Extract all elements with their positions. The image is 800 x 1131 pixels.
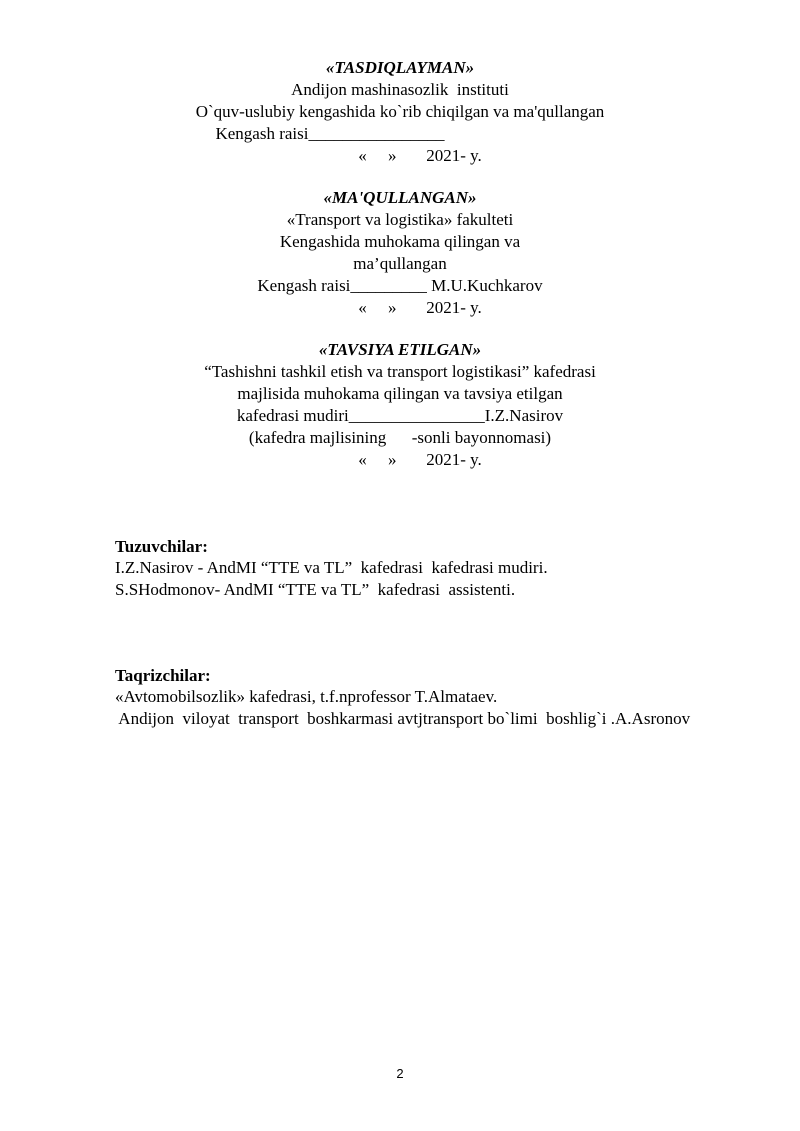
- tavsiya-protocol: (kafedra majlisining -sonli bayonnomasi): [248, 428, 552, 447]
- tavsiya-heading: «TAVSIYA ETILGAN»: [318, 340, 482, 359]
- maqul-heading: «MA'QULLANGAN»: [323, 188, 477, 207]
- tasdiq-heading: «TASDIQLAYMAN»: [325, 58, 475, 77]
- maqul-date: « » 2021- y.: [358, 298, 482, 317]
- authors-heading: Tuzuvchilar:: [115, 537, 208, 556]
- reviewer-2: Andijon viloyat transport boshkarmasi avtjtransport bo`limi boshlig`i .A.Asronov: [115, 709, 691, 728]
- maqul-approved: ma’qullangan: [353, 254, 447, 273]
- tavsiya-meeting: majlisida muhokama qilingan va tavsiya etilgan: [237, 384, 563, 403]
- tasdiq-institute: Andijon mashinasozlik instituti: [291, 80, 509, 99]
- page-number: 2: [396, 1066, 404, 1081]
- reviewers-heading: Taqrizchilar:: [115, 666, 211, 685]
- author-2: S.SHodmonov- AndMI “TTE va TL” kafedrasi assistenti.: [115, 580, 516, 599]
- maqul-chair: Kengash raisi_________ M.U.Kuchkarov: [257, 276, 543, 295]
- maqul-faculty: «Transport va logistika» fakulteti: [286, 210, 514, 229]
- tavsiya-date: « » 2021- y.: [358, 450, 482, 469]
- tavsiya-department: “Tashishni tashkil etish va transport logistikasi” kafedrasi: [204, 362, 596, 381]
- tasdiq-council: O`quv-uslubiy kengashida ko`rib chiqilgan va ma'qullangan: [195, 102, 605, 121]
- tasdiq-date: « » 2021- y.: [358, 146, 482, 165]
- tasdiq-chair: Kengash raisi________________: [215, 124, 445, 143]
- author-1: I.Z.Nasirov - AndMI “TTE va TL” kafedrasi kafedrasi mudiri.: [115, 558, 548, 577]
- tavsiya-head: kafedrasi mudiri________________I.Z.Nasirov: [236, 406, 564, 425]
- reviewer-1: «Avtomobilsozlik» kafedrasi, t.f.nprofessor T.Almataev.: [115, 687, 498, 706]
- maqul-council: Kengashida muhokama qilingan va: [279, 232, 521, 251]
